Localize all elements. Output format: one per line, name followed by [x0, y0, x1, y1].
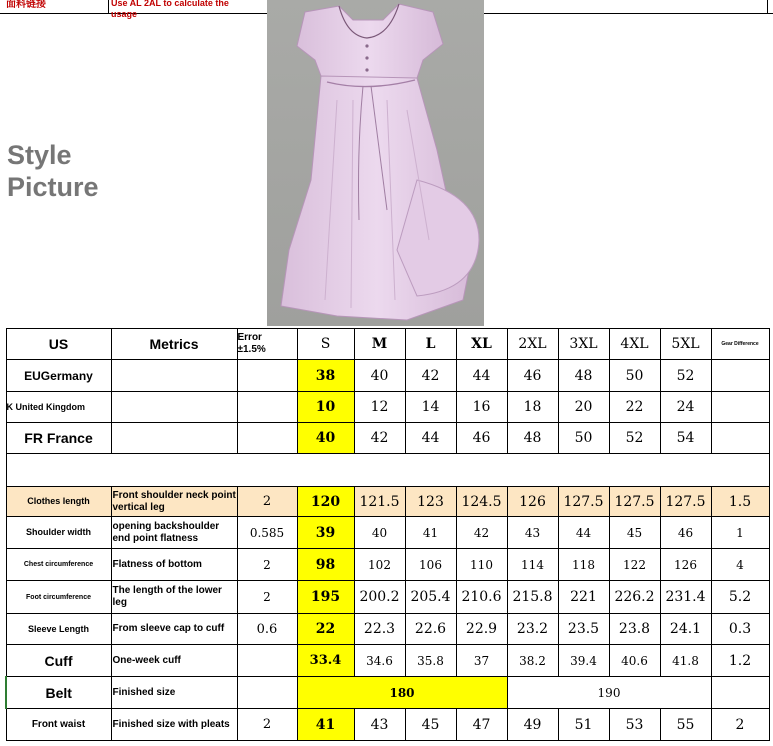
header-row — [6, 329, 769, 360]
belt-value-small: 180 — [297, 677, 507, 709]
size-header: 4XL — [609, 329, 660, 360]
region-value: 16 — [456, 392, 507, 423]
region-value: 44 — [456, 360, 507, 392]
region-gear-cell — [711, 423, 769, 454]
measurement-gear: 1.2 — [711, 645, 769, 677]
measurement-error: 2 — [237, 549, 297, 581]
region-error-cell — [237, 392, 297, 423]
waist-name: Front waist — [6, 709, 111, 741]
region-row — [6, 392, 769, 423]
region-row — [6, 360, 769, 392]
region-value: 24 — [660, 392, 711, 423]
measurement-name: Clothes length — [6, 487, 111, 517]
measurement-name: Shoulder width — [6, 517, 111, 549]
measurement-value: 226.2 — [609, 581, 660, 614]
waist-value: 51 — [558, 709, 609, 741]
measurement-gear: 1.5 — [711, 487, 769, 517]
measurement-gear: 1 — [711, 517, 769, 549]
measurement-value: 126 — [660, 549, 711, 581]
region-value: 46 — [507, 360, 558, 392]
measurement-value: 39.4 — [558, 645, 609, 677]
measurement-value: 122 — [609, 549, 660, 581]
size-chart-table — [5, 328, 770, 741]
region-value: 20 — [558, 392, 609, 423]
measurement-value: 114 — [507, 549, 558, 581]
measurement-gear: 5.2 — [711, 581, 769, 614]
measurement-row — [6, 614, 769, 645]
measurement-name: Chest circumference — [6, 549, 111, 581]
region-metric-cell — [111, 423, 237, 454]
style-title-line-2: Picture — [7, 172, 99, 202]
measurement-value: 121.5 — [354, 487, 405, 517]
measurement-row — [6, 581, 769, 614]
waist-desc: Finished size with pleats — [111, 709, 237, 741]
measurement-value: 205.4 — [405, 581, 456, 614]
measurement-value: 23.2 — [507, 614, 558, 645]
measurement-value: 215.8 — [507, 581, 558, 614]
measurement-value: 106 — [405, 549, 456, 581]
measurement-name: Sleeve Length — [6, 614, 111, 645]
measurement-value: 195 — [297, 581, 354, 614]
measurement-value: 221 — [558, 581, 609, 614]
measurement-value: 127.5 — [660, 487, 711, 517]
region-value: 50 — [558, 423, 609, 454]
belt-name: Belt — [6, 677, 111, 709]
measurement-error: 2 — [237, 487, 297, 517]
region-gear-cell — [711, 360, 769, 392]
region-value: 44 — [405, 423, 456, 454]
measurement-value: 38.2 — [507, 645, 558, 677]
style-title-line-1: Style — [7, 140, 72, 170]
measurement-value: 118 — [558, 549, 609, 581]
region-value: 42 — [405, 360, 456, 392]
size-header: 5XL — [660, 329, 711, 360]
measurement-desc: One-week cuff — [111, 645, 237, 677]
waist-row — [6, 709, 769, 741]
region-gear-cell — [711, 392, 769, 423]
measurement-value: 22.3 — [354, 614, 405, 645]
region-value: 48 — [507, 423, 558, 454]
region-value: 12 — [354, 392, 405, 423]
measurement-name: Cuff — [6, 645, 111, 677]
waist-value: 41 — [297, 709, 354, 741]
measurement-value: 102 — [354, 549, 405, 581]
waist-value: 43 — [354, 709, 405, 741]
measurement-error: 2 — [237, 581, 297, 614]
measurement-name: Foot circumference — [6, 581, 111, 614]
waist-value: 49 — [507, 709, 558, 741]
us-header: US — [6, 329, 111, 360]
region-value: 38 — [297, 360, 354, 392]
measurement-value: 123 — [405, 487, 456, 517]
fabric-link-label: 面料链接 — [6, 0, 46, 10]
measurement-value: 120 — [297, 487, 354, 517]
usage-note: Use AL 2AL to calculate the usage — [111, 0, 229, 19]
measurement-row — [6, 645, 769, 677]
measurement-value: 110 — [456, 549, 507, 581]
measurement-value: 45 — [609, 517, 660, 549]
dress-photo — [267, 0, 484, 326]
size-header: L — [405, 329, 456, 360]
measurement-value: 210.6 — [456, 581, 507, 614]
measurement-value: 39 — [297, 517, 354, 549]
measurement-value: 127.5 — [609, 487, 660, 517]
region-error-cell — [237, 423, 297, 454]
belt-row — [6, 677, 769, 709]
waist-value: 55 — [660, 709, 711, 741]
region-label: EUGermany — [6, 360, 111, 392]
measurement-value: 231.4 — [660, 581, 711, 614]
size-header: S — [297, 329, 354, 360]
region-error-cell — [237, 360, 297, 392]
region-value: 46 — [456, 423, 507, 454]
region-value: 42 — [354, 423, 405, 454]
measurement-value: 40.6 — [609, 645, 660, 677]
measurement-desc: Flatness of bottom — [111, 549, 237, 581]
measurement-error: 0.6 — [237, 614, 297, 645]
measurement-value: 22.9 — [456, 614, 507, 645]
measurement-value: 200.2 — [354, 581, 405, 614]
measurement-value: 98 — [297, 549, 354, 581]
belt-gear-cell — [711, 677, 769, 709]
region-value: 50 — [609, 360, 660, 392]
measurement-value: 40 — [354, 517, 405, 549]
region-value: 54 — [660, 423, 711, 454]
metrics-header: Metrics — [111, 329, 237, 360]
measurement-desc: Front shoulder neck point vertical leg — [111, 487, 237, 517]
size-header: XL — [456, 329, 507, 360]
measurement-value: 33.4 — [297, 645, 354, 677]
region-metric-cell — [111, 392, 237, 423]
measurement-value: 34.6 — [354, 645, 405, 677]
region-row — [6, 423, 769, 454]
measurement-desc: From sleeve cap to cuff — [111, 614, 237, 645]
measurement-value: 22 — [297, 614, 354, 645]
measurement-value: 23.8 — [609, 614, 660, 645]
waist-value: 53 — [609, 709, 660, 741]
spacer-cell — [6, 454, 769, 487]
region-value: 18 — [507, 392, 558, 423]
waist-gear: 2 — [711, 709, 769, 741]
measurement-value: 46 — [660, 517, 711, 549]
measurement-value: 126 — [507, 487, 558, 517]
region-value: 52 — [609, 423, 660, 454]
belt-value-large: 190 — [507, 677, 711, 709]
region-metric-cell — [111, 360, 237, 392]
region-value: 22 — [609, 392, 660, 423]
region-value: 52 — [660, 360, 711, 392]
region-label: K United Kingdom — [6, 392, 111, 423]
measurement-value: 37 — [456, 645, 507, 677]
measurement-error: 0.585 — [237, 517, 297, 549]
measurement-value: 41 — [405, 517, 456, 549]
region-value: 48 — [558, 360, 609, 392]
measurement-value: 124.5 — [456, 487, 507, 517]
measurement-desc: opening backshoulder end point flatness — [111, 517, 237, 549]
gear-difference-header: Gear Difference — [711, 329, 769, 360]
measurement-value: 43 — [507, 517, 558, 549]
measurement-value: 23.5 — [558, 614, 609, 645]
measurement-error — [237, 645, 297, 677]
waist-value: 45 — [405, 709, 456, 741]
size-header: 2XL — [507, 329, 558, 360]
measurement-row — [6, 487, 769, 517]
measurement-gear: 0.3 — [711, 614, 769, 645]
style-picture-section — [0, 0, 773, 328]
top-divider — [767, 0, 768, 14]
measurement-value: 41.8 — [660, 645, 711, 677]
measurement-value: 24.1 — [660, 614, 711, 645]
belt-error-cell — [237, 677, 297, 709]
size-header: 3XL — [558, 329, 609, 360]
measurement-desc: The length of the lower leg — [111, 581, 237, 614]
size-header: M — [354, 329, 405, 360]
waist-value: 47 — [456, 709, 507, 741]
measurement-row — [6, 549, 769, 581]
measurement-gear: 4 — [711, 549, 769, 581]
measurement-value: 44 — [558, 517, 609, 549]
region-value: 40 — [297, 423, 354, 454]
measurement-row — [6, 517, 769, 549]
error-header-line-2: ±1.5% — [237, 344, 266, 355]
spacer-row — [6, 454, 769, 487]
measurement-value: 22.6 — [405, 614, 456, 645]
measurement-value: 42 — [456, 517, 507, 549]
measurement-value: 35.8 — [405, 645, 456, 677]
top-divider — [108, 0, 109, 14]
waist-error: 2 — [237, 709, 297, 741]
region-label: FR France — [6, 423, 111, 454]
region-value: 14 — [405, 392, 456, 423]
region-value: 40 — [354, 360, 405, 392]
region-value: 10 — [297, 392, 354, 423]
error-header — [237, 329, 297, 360]
belt-desc: Finished size — [111, 677, 237, 709]
style-picture-title — [7, 139, 99, 203]
measurement-value: 127.5 — [558, 487, 609, 517]
error-header-line-1: Error — [237, 332, 262, 343]
